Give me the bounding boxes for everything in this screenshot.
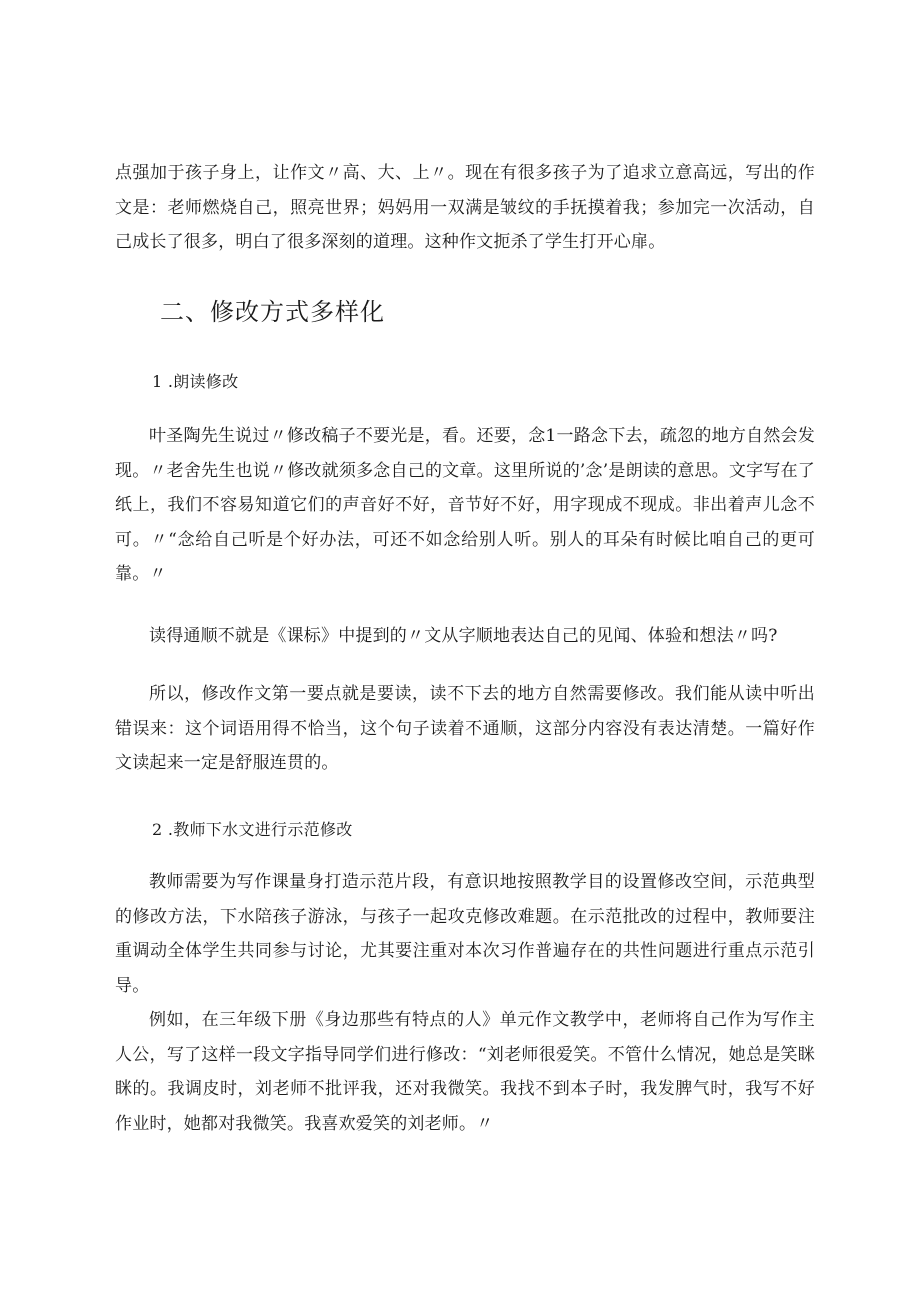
- subsection-heading-1: 1 .朗读修改: [152, 372, 239, 391]
- reading-paragraph-2: 读得通顺不就是《课标》中提到的〃文从字顺地表达自己的见闻、体验和想法〃吗?: [149, 626, 778, 646]
- intro-paragraph: 点强加于孩子身上，让作文〃高、大、上〃。现在有很多孩子为了追求立意高远，写出的作文是：老师燃烧自己，照亮世界；妈妈用一双满是皱纹的手抚摸着我；参加完一次活动，自己成长了很多，明白了很多深刻的道理。这种作文扼杀了学生打开心扉。: [115, 163, 815, 252]
- reading-paragraph-3: 所以，修改作文第一要点就是要读，读不下去的地方自然需要修改。我们能从读中听出错误来：这个词语用得不恰当，这个句子读着不通顺，这部分内容没有表达清楚。一篇好作文读起来一定是舒服连贯的。: [115, 684, 815, 773]
- section-heading: 二、修改方式多样化: [160, 298, 385, 326]
- subsection-heading-2: 2 .教师下水文进行示范修改: [152, 820, 353, 839]
- demo-paragraph-2: 例如，在三年级下册《身边那些有特点的人》单元作文教学中，老师将自己作为写作主人公，写了这样一段文字指导同学们进行修改：“刘老师很爱笑。不管什么情况，她总是笑眯眯的。我调皮时，刘老师不批评我，还对我微笑。我找不到本子时，我发脾气时，我写不好作业时，她都对我微笑。我喜欢爱笑的刘老师。〃: [115, 1010, 815, 1134]
- demo-paragraph-1: 教师需要为写作课量身打造示范片段，有意识地按照教学目的设置修改空间，示范典型的修改方法，下水陪孩子游泳，与孩子一起攻克修改难题。在示范批改的过程中，教师要注重调动全体学生共同参与讨论，尤其要注重对本次习作普遍存在的共性问题进行重点示范引导。: [115, 872, 815, 996]
- reading-paragraph-1: 叶圣陶先生说过〃修改稿子不要光是，看。还要，念1一路念下去，疏忽的地方自然会发现。〃老舍先生也说〃修改就须多念自己的文章。这里所说的’念’是朗读的意思。文字写在了纸上，我们不容易知道它们的声音好不好，音节好不好，用字现成不现成。非出着声儿念不可。〃“念给自己听是个好办法，可还不如念给别人听。别人的耳朵有时候比咱自己的更可靠。〃: [115, 426, 815, 584]
